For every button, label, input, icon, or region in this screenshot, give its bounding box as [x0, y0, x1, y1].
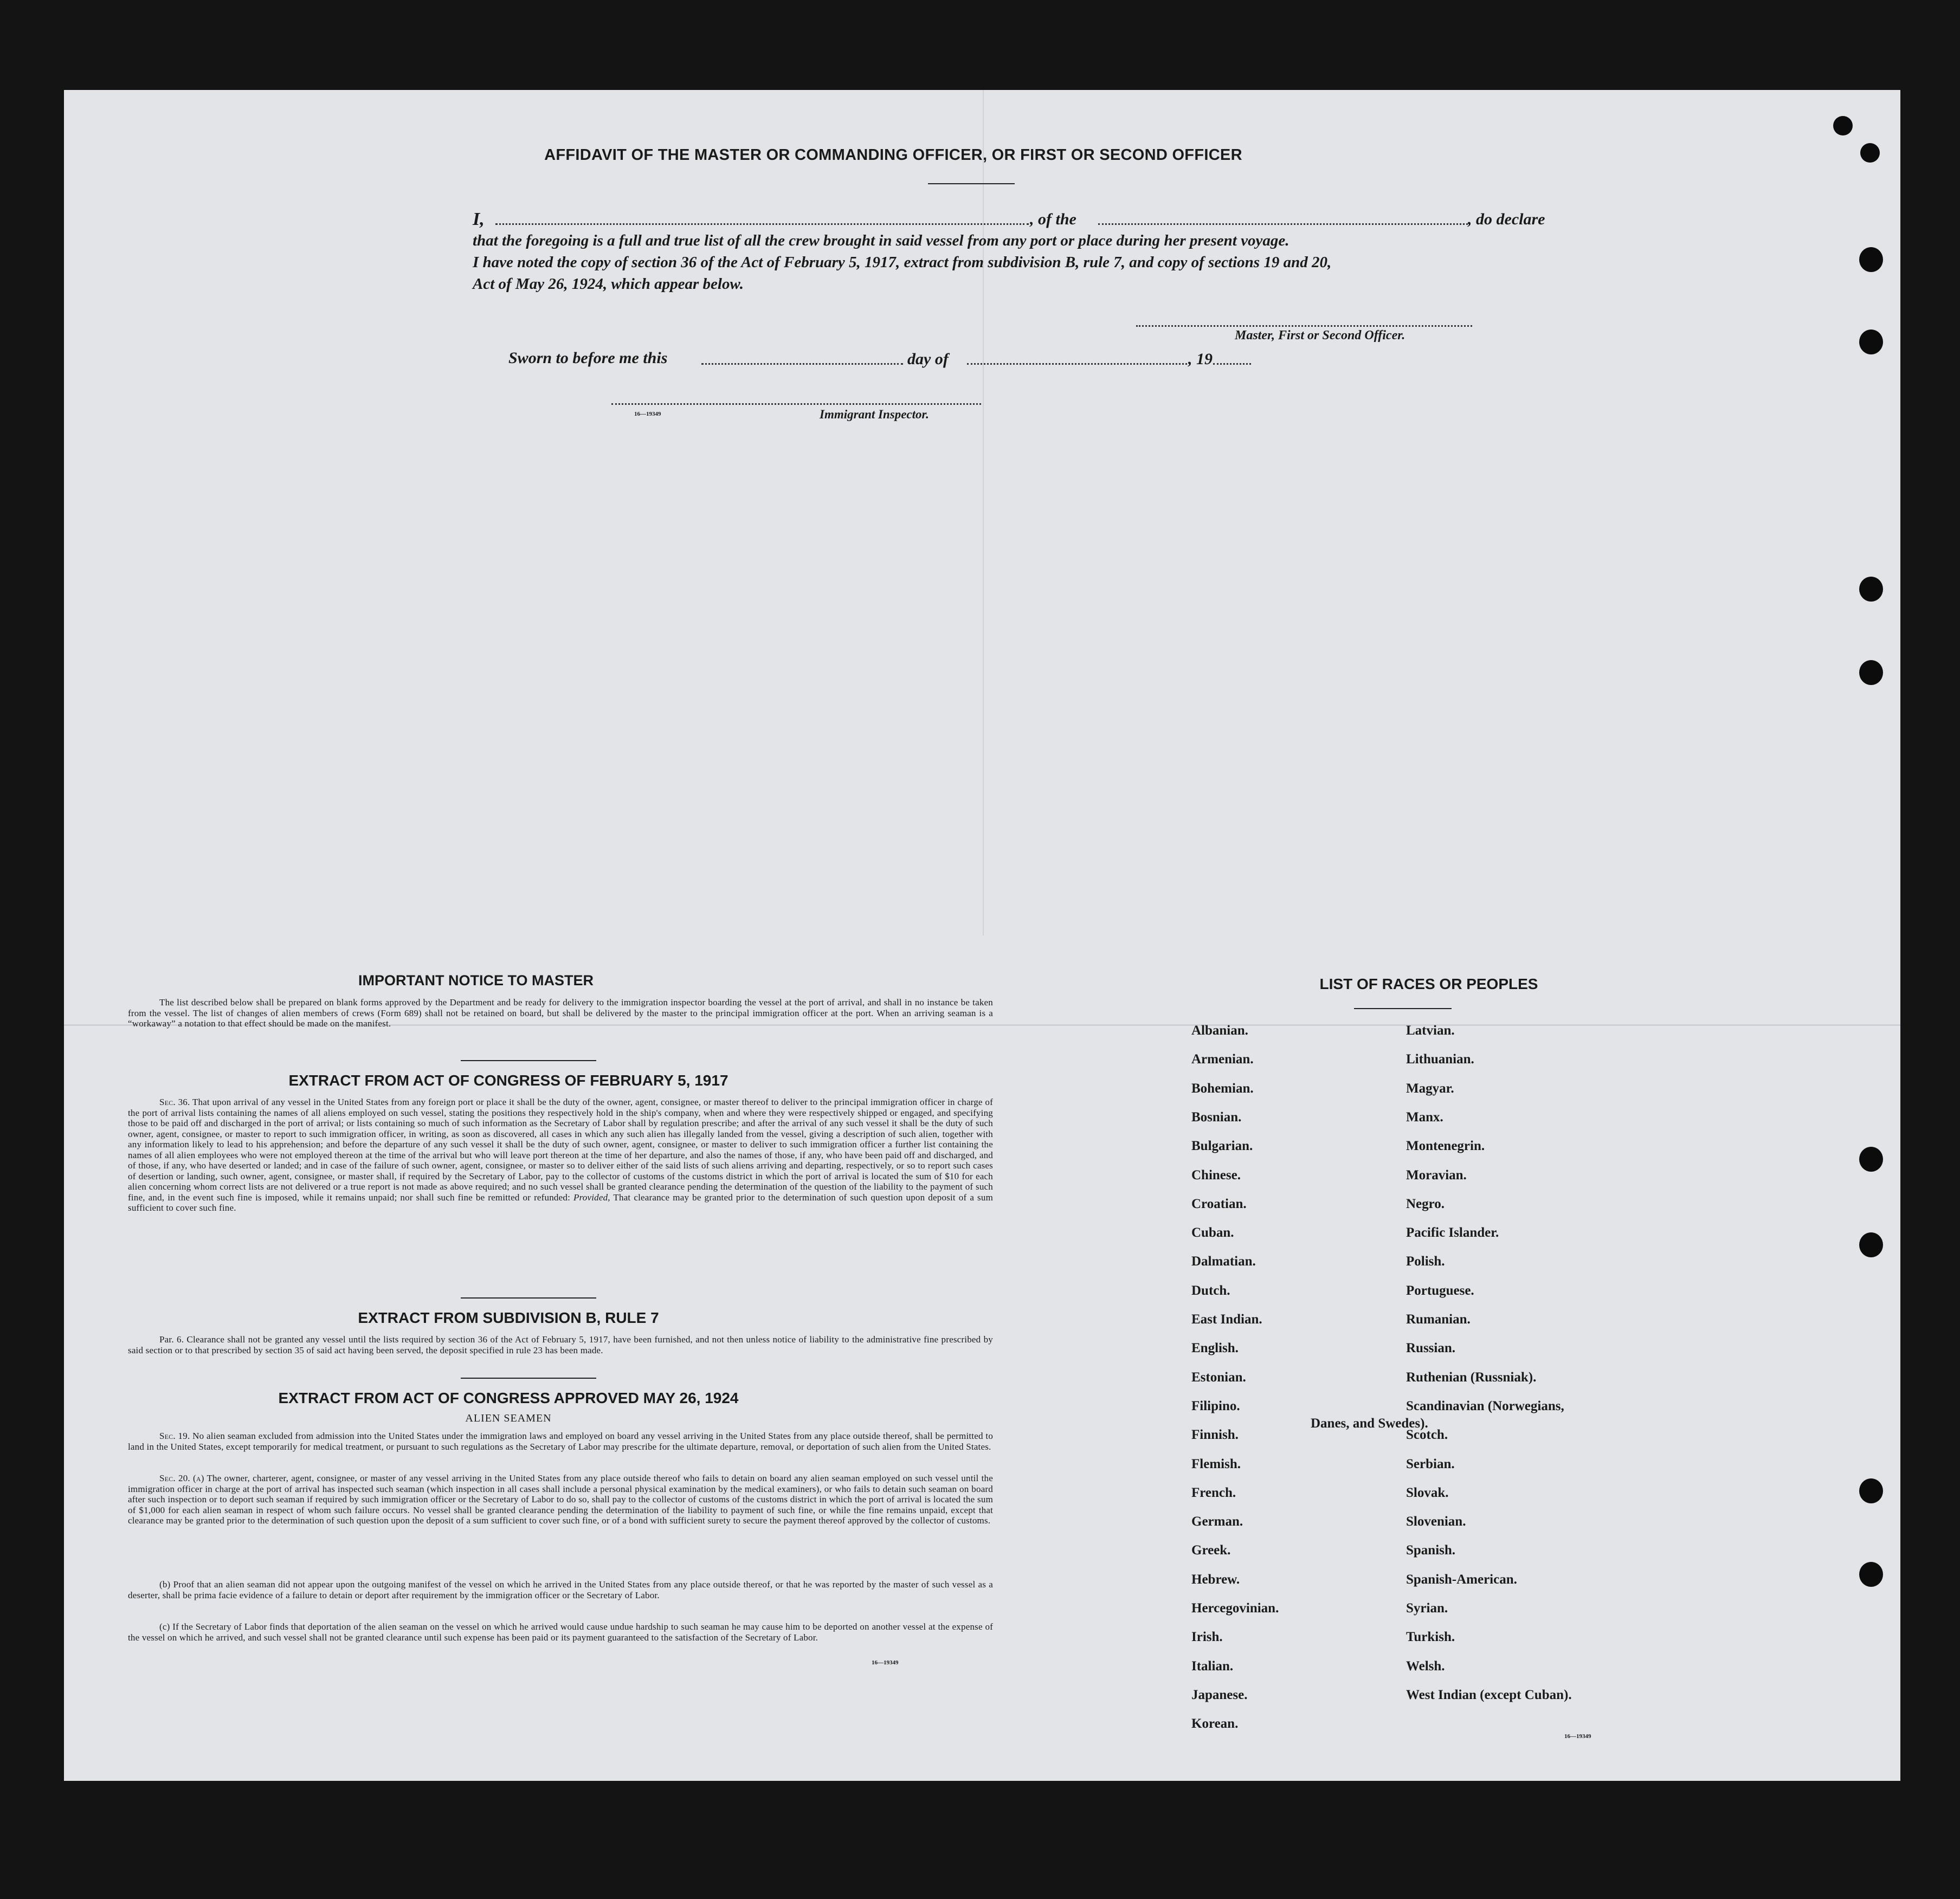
vessel-name-field[interactable] [1098, 223, 1468, 225]
punch-hole [1859, 1147, 1883, 1172]
race-item: Filipino. [1191, 1398, 1240, 1413]
race-item: English. [1191, 1341, 1239, 1356]
provided-word: Provided, [573, 1192, 610, 1203]
do-declare-label: , do declare [1468, 210, 1545, 228]
race-item: Rumanian. [1406, 1312, 1471, 1327]
races-title: LIST OF RACES OR PEOPLES [1319, 976, 1538, 992]
race-item: Negro. [1406, 1196, 1445, 1211]
race-item: Spanish. [1406, 1543, 1456, 1558]
race-item: Armenian. [1191, 1052, 1254, 1067]
sworn-day-field[interactable] [701, 363, 903, 365]
race-item: East Indian. [1191, 1312, 1262, 1327]
race-item: Slovak. [1406, 1485, 1449, 1500]
race-item: Serbian. [1406, 1456, 1455, 1471]
punch-hole [1859, 247, 1883, 272]
section-36-label: Sec. 36. [159, 1097, 190, 1107]
center-fold [983, 90, 984, 935]
section-20a-paragraph [128, 1473, 993, 1526]
race-item: Polish. [1406, 1254, 1445, 1269]
race-item: Scotch. [1406, 1428, 1448, 1443]
notice-title: IMPORTANT NOTICE TO MASTER [358, 972, 594, 989]
race-item: Scandinavian (Norwegians, [1406, 1398, 1564, 1413]
race-item: Japanese. [1191, 1687, 1248, 1702]
section-20b-paragraph [128, 1579, 993, 1600]
inspector-signature-field[interactable] [611, 403, 981, 405]
section-20a-text: The owner, charterer, agent, consignee, or master of any vessel arriving in the United States from any place outside thereof who fails to detain on board any alien seaman employed on such vessel until the immigration officer in charge at the port of arrival has inspected such seaman (which inspection in all cases shall include a personal physical examination by the medical examiners), or who fails to detain such seaman on board after such inspection or to deport such seaman if required by such immigration officer or the Secretary of Labor to do so, shall pay to the collector of customs of the customs district in which the port of arrival is located the sum of $1,000 for each alien seaman in respect of whom such failure occurs. No vessel shall be granted clearance pending the determination of the liability to payment of such fine, or while the fine remains unpaid, except that clearance may be granted prior to the determination of such question upon the deposit of a sum sufficient to cover such fine, or of a bond with sufficient surety to secure the payment thereof approved by the collector of customs. [128, 1473, 993, 1526]
affidavit-form-number: 16—19349 [634, 411, 661, 417]
race-item: West Indian (except Cuban). [1406, 1687, 1572, 1702]
alien-seamen-subtitle: ALIEN SEAMEN [465, 1412, 552, 1424]
races-underline [1354, 1008, 1452, 1009]
race-item: German. [1191, 1514, 1243, 1529]
inspector-caption: Immigrant Inspector. [820, 408, 929, 421]
section-20c-label: (c) [159, 1622, 170, 1632]
affidavit-line-2: I have noted the copy of section 36 of the Act of February 5, 1917, extract from subdivision B, rule 7, and copy of sections 19 and 20, [473, 254, 1332, 271]
section-36-tail: That clearance may be granted prior to the determination of such question upon deposit of a sum sufficient to cover such fine. [128, 1192, 993, 1213]
section-20b-label: (b) [159, 1579, 171, 1590]
race-item: Turkish. [1406, 1630, 1455, 1645]
race-item: Dalmatian. [1191, 1254, 1256, 1269]
race-item: Bosnian. [1191, 1109, 1242, 1125]
race-item: French. [1191, 1485, 1236, 1500]
race-item: Albanian. [1191, 1023, 1248, 1038]
section-20c-text: If the Secretary of Labor finds that deportation of the alien seaman on the vessel on which he arrived would cause undue hardship to such seaman he may cause him to be deported on another vessel at the expense of the vessel on which he arrived, and such vessel shall not be granted clearance until such expense has been paid or its payment guaranteed to the satisfaction of the Secretary of Labor. [128, 1622, 994, 1643]
year-label: , 19 [1188, 350, 1213, 368]
title-underline [928, 183, 1015, 184]
master-caption: Master, First or Second Officer. [1235, 328, 1405, 343]
sworn-month-field[interactable] [967, 363, 1187, 365]
race-item: Cuban. [1191, 1225, 1234, 1241]
race-item: Estonian. [1191, 1370, 1246, 1385]
race-item: Bohemian. [1191, 1081, 1254, 1096]
section-19-label: Sec. 19. [159, 1431, 190, 1441]
affidavit-title: AFFIDAVIT OF THE MASTER OR COMMANDING OFFICER, OR FIRST OR SECOND OFFICER [544, 146, 1242, 164]
extract-1917-body [128, 1097, 993, 1213]
subdivision-b-body: Par. 6. Clearance shall not be granted any vessel until the lists required by section 36 of the Act of February 5, 1917, have been furnished, and not then unless notice of liability to the administrative fine prescribed by said section or to that prescribed by section 35 of said act having been served, the deposit specified in rule 23 has been made. [128, 1334, 993, 1355]
race-item: Flemish. [1191, 1456, 1241, 1471]
affidavit-line-3: Act of May 26, 1924, which appear below. [473, 275, 744, 293]
race-item: Magyar. [1406, 1081, 1454, 1096]
race-item: Korean. [1191, 1716, 1239, 1732]
section-20c-paragraph [128, 1622, 993, 1643]
race-item: Hebrew. [1191, 1572, 1240, 1587]
punch-hole [1859, 1478, 1883, 1503]
notice-body: The list described below shall be prepared on blank forms approved by the Department and be ready for delivery to the immigration inspector boarding the vessel at the port of arrival, and shall in no instance be taken from the vessel. The list of changes of alien members of crews (Form 689) shall not be retained on board, but shall be delivered by the master to the principal immigration officer at the port. When an arriving seaman is a “workaway” a notation to that effect should be made on the manifest. [128, 997, 993, 1029]
punch-hole [1859, 1562, 1883, 1587]
section-20b-text: Proof that an alien seaman did not appear upon the outgoing manifest of the vessel on which he arrived in the United States from any place outside thereof, or that he was reported by the master of such vessel as a deserter, shall be prima facie evidence of a failure to detain or deport after requirement by the immigration officer or the Secretary of Labor. [128, 1579, 993, 1600]
race-item: Lithuanian. [1406, 1052, 1474, 1067]
extract-1917-title: EXTRACT FROM ACT OF CONGRESS OF FEBRUARY 5, 1917 [288, 1072, 728, 1089]
race-item: Latvian. [1406, 1023, 1455, 1038]
extract-1924-title: EXTRACT FROM ACT OF CONGRESS APPROVED MAY 26, 1924 [278, 1390, 739, 1406]
race-item: Portuguese. [1406, 1283, 1474, 1298]
race-item: Slovenian. [1406, 1514, 1466, 1529]
race-item: Manx. [1406, 1109, 1443, 1125]
race-item: Italian. [1191, 1658, 1234, 1674]
punch-hole [1859, 1232, 1883, 1257]
punch-hole [1859, 660, 1883, 685]
section-20a-label: Sec. 20. (a) [159, 1473, 204, 1483]
affidavit-line-1: that the foregoing is a full and true list of all the crew brought in said vessel from any port or place during her present voyage. [473, 232, 1290, 249]
race-item: Moravian. [1406, 1167, 1467, 1183]
divider-1 [461, 1060, 596, 1061]
race-item: Ruthenian (Russniak). [1406, 1370, 1537, 1385]
race-item: Pacific Islander. [1406, 1225, 1499, 1241]
punch-hole [1860, 143, 1880, 163]
race-item: Croatian. [1191, 1196, 1247, 1211]
day-of-label: day of [907, 350, 949, 368]
punch-hole [1859, 330, 1883, 354]
master-signature-field[interactable] [1136, 325, 1472, 327]
race-item: Danes, and Swedes). [1311, 1416, 1428, 1431]
race-item: Greek. [1191, 1543, 1231, 1558]
section-19-paragraph [128, 1431, 993, 1452]
punch-hole [1859, 577, 1883, 602]
of-the-label: , of the [1030, 210, 1076, 228]
race-item: Montenegrin. [1406, 1139, 1485, 1154]
divider-3 [461, 1378, 596, 1379]
race-item: Irish. [1191, 1630, 1223, 1645]
race-item: Chinese. [1191, 1167, 1241, 1183]
extract-form-number: 16—19349 [872, 1659, 899, 1666]
race-item: Finnish. [1191, 1428, 1239, 1443]
document-page [64, 90, 1900, 1781]
race-item: Spanish-American. [1406, 1572, 1517, 1587]
subdivision-b-title: EXTRACT FROM SUBDIVISION B, RULE 7 [358, 1309, 659, 1326]
declarant-label: I, [473, 209, 485, 229]
divider-2 [461, 1297, 596, 1299]
sworn-label: Sworn to before me this [508, 349, 668, 367]
section-19-text: No alien seaman excluded from admission into the United States under the immigration laws and employed on board any vessel arriving in the United States from any place outside thereof, shall be permitted to land in the United States, except temporarily for medical treatment, or pursuant to such regulations as the Secretary of Labor may prescribe for the ultimate departure, removal, or deportation of such alien from the United States. [128, 1431, 994, 1452]
race-item: Hercegovinian. [1191, 1601, 1279, 1616]
section-36-text: That upon arrival of any vessel in the United States from any foreign port or place it shall be the duty of the owner, agent, consignee, or master thereof to deliver to the principal immigration officer in charge of the port of arrival lists containing the names of all aliens employed on such vessel, stating the positions they respectively hold in the ship's company, when and where they were respectively shipped or engaged, and specifying those to be paid off and discharged in the port of arrival; or lists containing so much of such information as the Secretary of Labor shall by regulation prescribe; and after the arrival of any such vessel it shall be the duty of such owner, agent, consignee, or master to report to such immigration officer, in writing, as soon as discovered, all cases in which any such alien has illegally landed from the vessel, giving a description of such alien, together with any information likely to lead to his apprehension; and before the departure of any such vessel it shall be the duty of such owner, agent, consignee, or master to deliver to such immigration officer a further list containing the names of all alien employees who were not employed thereon at the time of the arrival but who will leave port thereon at the time of her departure, and also the names of those, if any, who have been paid off and discharged, and of those, if any, who have deserted or landed; and in case of the failure of such owner, agent, consignee, or master so to deliver either of the said lists of such aliens arriving and departing, respectively, or so to report such cases of desertion or landing, such owner, agent, consignee, or master shall, if required by the Secretary of Labor, pay to the collector of customs of the customs district in which the port of arrival is located the sum of $10 for each alien concerning whom correct lists are not delivered or a true report is not made as above required; and no such vessel shall be granted clearance pending the determination of the question of the liability to the payment of such fine, and, in the event such fine is imposed, while it remains unpaid; nor shall such fine be remitted or refunded: [128, 1097, 993, 1203]
races-form-number: 16—19349 [1564, 1733, 1591, 1740]
race-item: Syrian. [1406, 1601, 1448, 1616]
punch-hole [1833, 116, 1853, 135]
race-item: Dutch. [1191, 1283, 1230, 1298]
race-item: Russian. [1406, 1341, 1456, 1356]
declarant-name-field[interactable] [495, 223, 1029, 225]
sworn-year-field[interactable] [1213, 363, 1251, 365]
race-item: Bulgarian. [1191, 1139, 1253, 1154]
race-item: Welsh. [1406, 1658, 1445, 1674]
